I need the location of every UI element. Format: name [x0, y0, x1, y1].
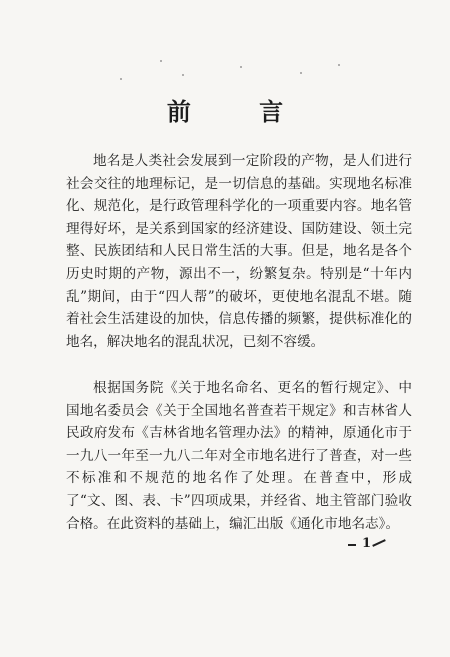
- scan-speck: [300, 72, 302, 74]
- scan-speck: [338, 64, 340, 66]
- scan-speck: [120, 78, 122, 80]
- scan-speck: [182, 74, 184, 76]
- page-number-dash-left: [348, 544, 356, 546]
- page-title: 前 言: [166, 97, 314, 126]
- paragraph-2: 根据国务院《关于地名命名、更名的暂行规定》、中国地名委员会《关于全国地名普查若干规定》和吉林省人民政府发布《吉林省地名管理办法》的精神，原通化市于一九八一年至一九八二年对全市地名进行了普查，对一些不标准和不规范的地名作了处理。在普查中，形成了“文、图、表、卡”四项成果，并经省、地主管部门验收合格。在此资料的基础上，编汇出版《通化市地名志》。: [66, 380, 412, 532]
- scan-speck: [160, 60, 162, 62]
- page-number-dash-right: [372, 539, 386, 547]
- page-number: [348, 534, 388, 556]
- paragraph-1: 地名是人类社会发展到一定阶段的产物，是人们进行社会交往的地理标记，是一切信息的基础。实现地名标准化、规范化，是行政管理科学化的一项重要内容。地名管理得好坏，是关系到国家的经济建设、国防建设、领土完整、民族团结和人民日常生活的大事。但是，地名是各个历史时期的产物，源出不一，纷繁复杂。特别是“十年内乱”期间，由于“四人帮”的破坏，更使地名混乱不堪。随着社会生活建设的加快，信息传播的频繁，提供标准化的地名，解决地名的混乱状况，已刻不容缓。: [66, 153, 412, 350]
- scan-speck: [240, 66, 242, 68]
- page-number-value: 1: [362, 536, 372, 551]
